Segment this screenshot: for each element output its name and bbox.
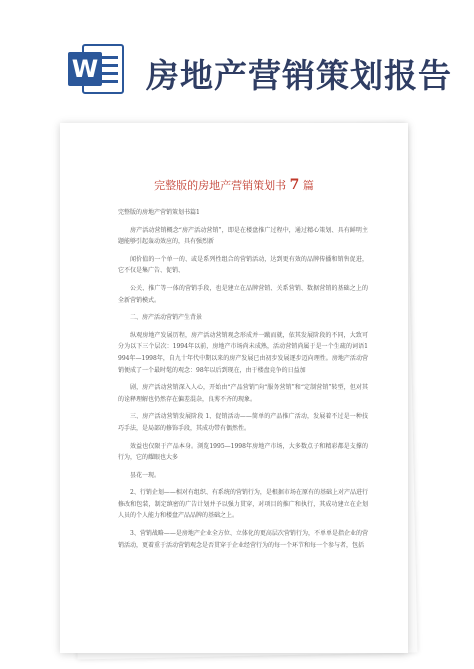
- paragraph: 昙花一现。: [130, 471, 161, 479]
- word-document-icon: [68, 40, 126, 98]
- paragraph: 闻价值的一个单一的、或是系列性组合的营销活动，达到更有效的品牌传播和销售促进，它不仅是集广告、促销、: [118, 255, 368, 275]
- document-title-text: 完整版的房地产营销策划书: [154, 179, 287, 192]
- paragraph: 2、行销企划——相对有组织、有系统的营销行为，是根据市场在原有的基础上对产品进行修改和包装，制定缜密的广告计划并予以强力贯穿，对项目的推广和执行，其成功建立在企划人员的个人能力和楼盘产品品牌的基础之上。: [118, 489, 368, 520]
- paragraph: 房产活动营销概念“房产活动营销”，即是在楼盘推广过程中，通过精心策划、具有鲜明主题能够引起轰动效应的，具有强烈新: [118, 226, 368, 246]
- paragraph: 效益也仅限于产品本身。浏览1995—1998年房地产市场，大多数点子和精彩都是支撑的行为，它的耀眼也大多: [118, 442, 368, 462]
- paragraph: 3、营销战略——是房地产企业全方位、立体化的更高层次营销行为，不单单是指企业的营销活动，更着重于活动营销观念是否贯穿于企业经营行为的每一个环节和每一个参与者，包括: [118, 530, 368, 549]
- paragraph: 公关、推广等一体的营销手段，也是建立在品牌营销、关系营销、数据营销的基础之上的全新营销模式。: [118, 284, 368, 304]
- page-title: 房地产营销策划报告: [146, 56, 452, 95]
- document-title-number: 7: [289, 177, 300, 193]
- word-letter-tile: W: [68, 52, 102, 86]
- document-body: [118, 207, 368, 557]
- paragraph: 纵观房地产发展历程，房产活动营销观念形成并一蹴而就，依其发展阶段的不同，大致可分为以下三个层次：1994年以前，房地产市场尚未成熟，活动营销尚属于是一个生疏的词语1994年—1998年，自九十年代中期以来的房产发展已由初步发展逐步迈向理性。房地产活动营销便成了一个最时髦的观念：98年以后到现在，由于楼盘竞争的日益加: [118, 331, 368, 374]
- document-title: [60, 177, 408, 193]
- document-page: [60, 123, 408, 653]
- header: [0, 0, 474, 110]
- document-title-suffix: 篇: [302, 179, 314, 192]
- paragraph: 剧，房产活动营销深入人心，开始由“产品营销”向“服务营销”和“定制营销”转型，但对其的诠释理解也仍然存在偏差混杂，良莠不齐的现象。: [118, 384, 368, 403]
- paragraph: 二、房产活动营销产生背景: [130, 314, 203, 322]
- paragraph: 完整版的房地产营销策划书篇1: [118, 209, 200, 216]
- paragraph: 三、房产活动营销发展阶段 1、促销活动——简单的产品推广活动，发展着不过是一种技巧手法，是局部的修饰手段，其成功带有偶然性。: [118, 413, 368, 432]
